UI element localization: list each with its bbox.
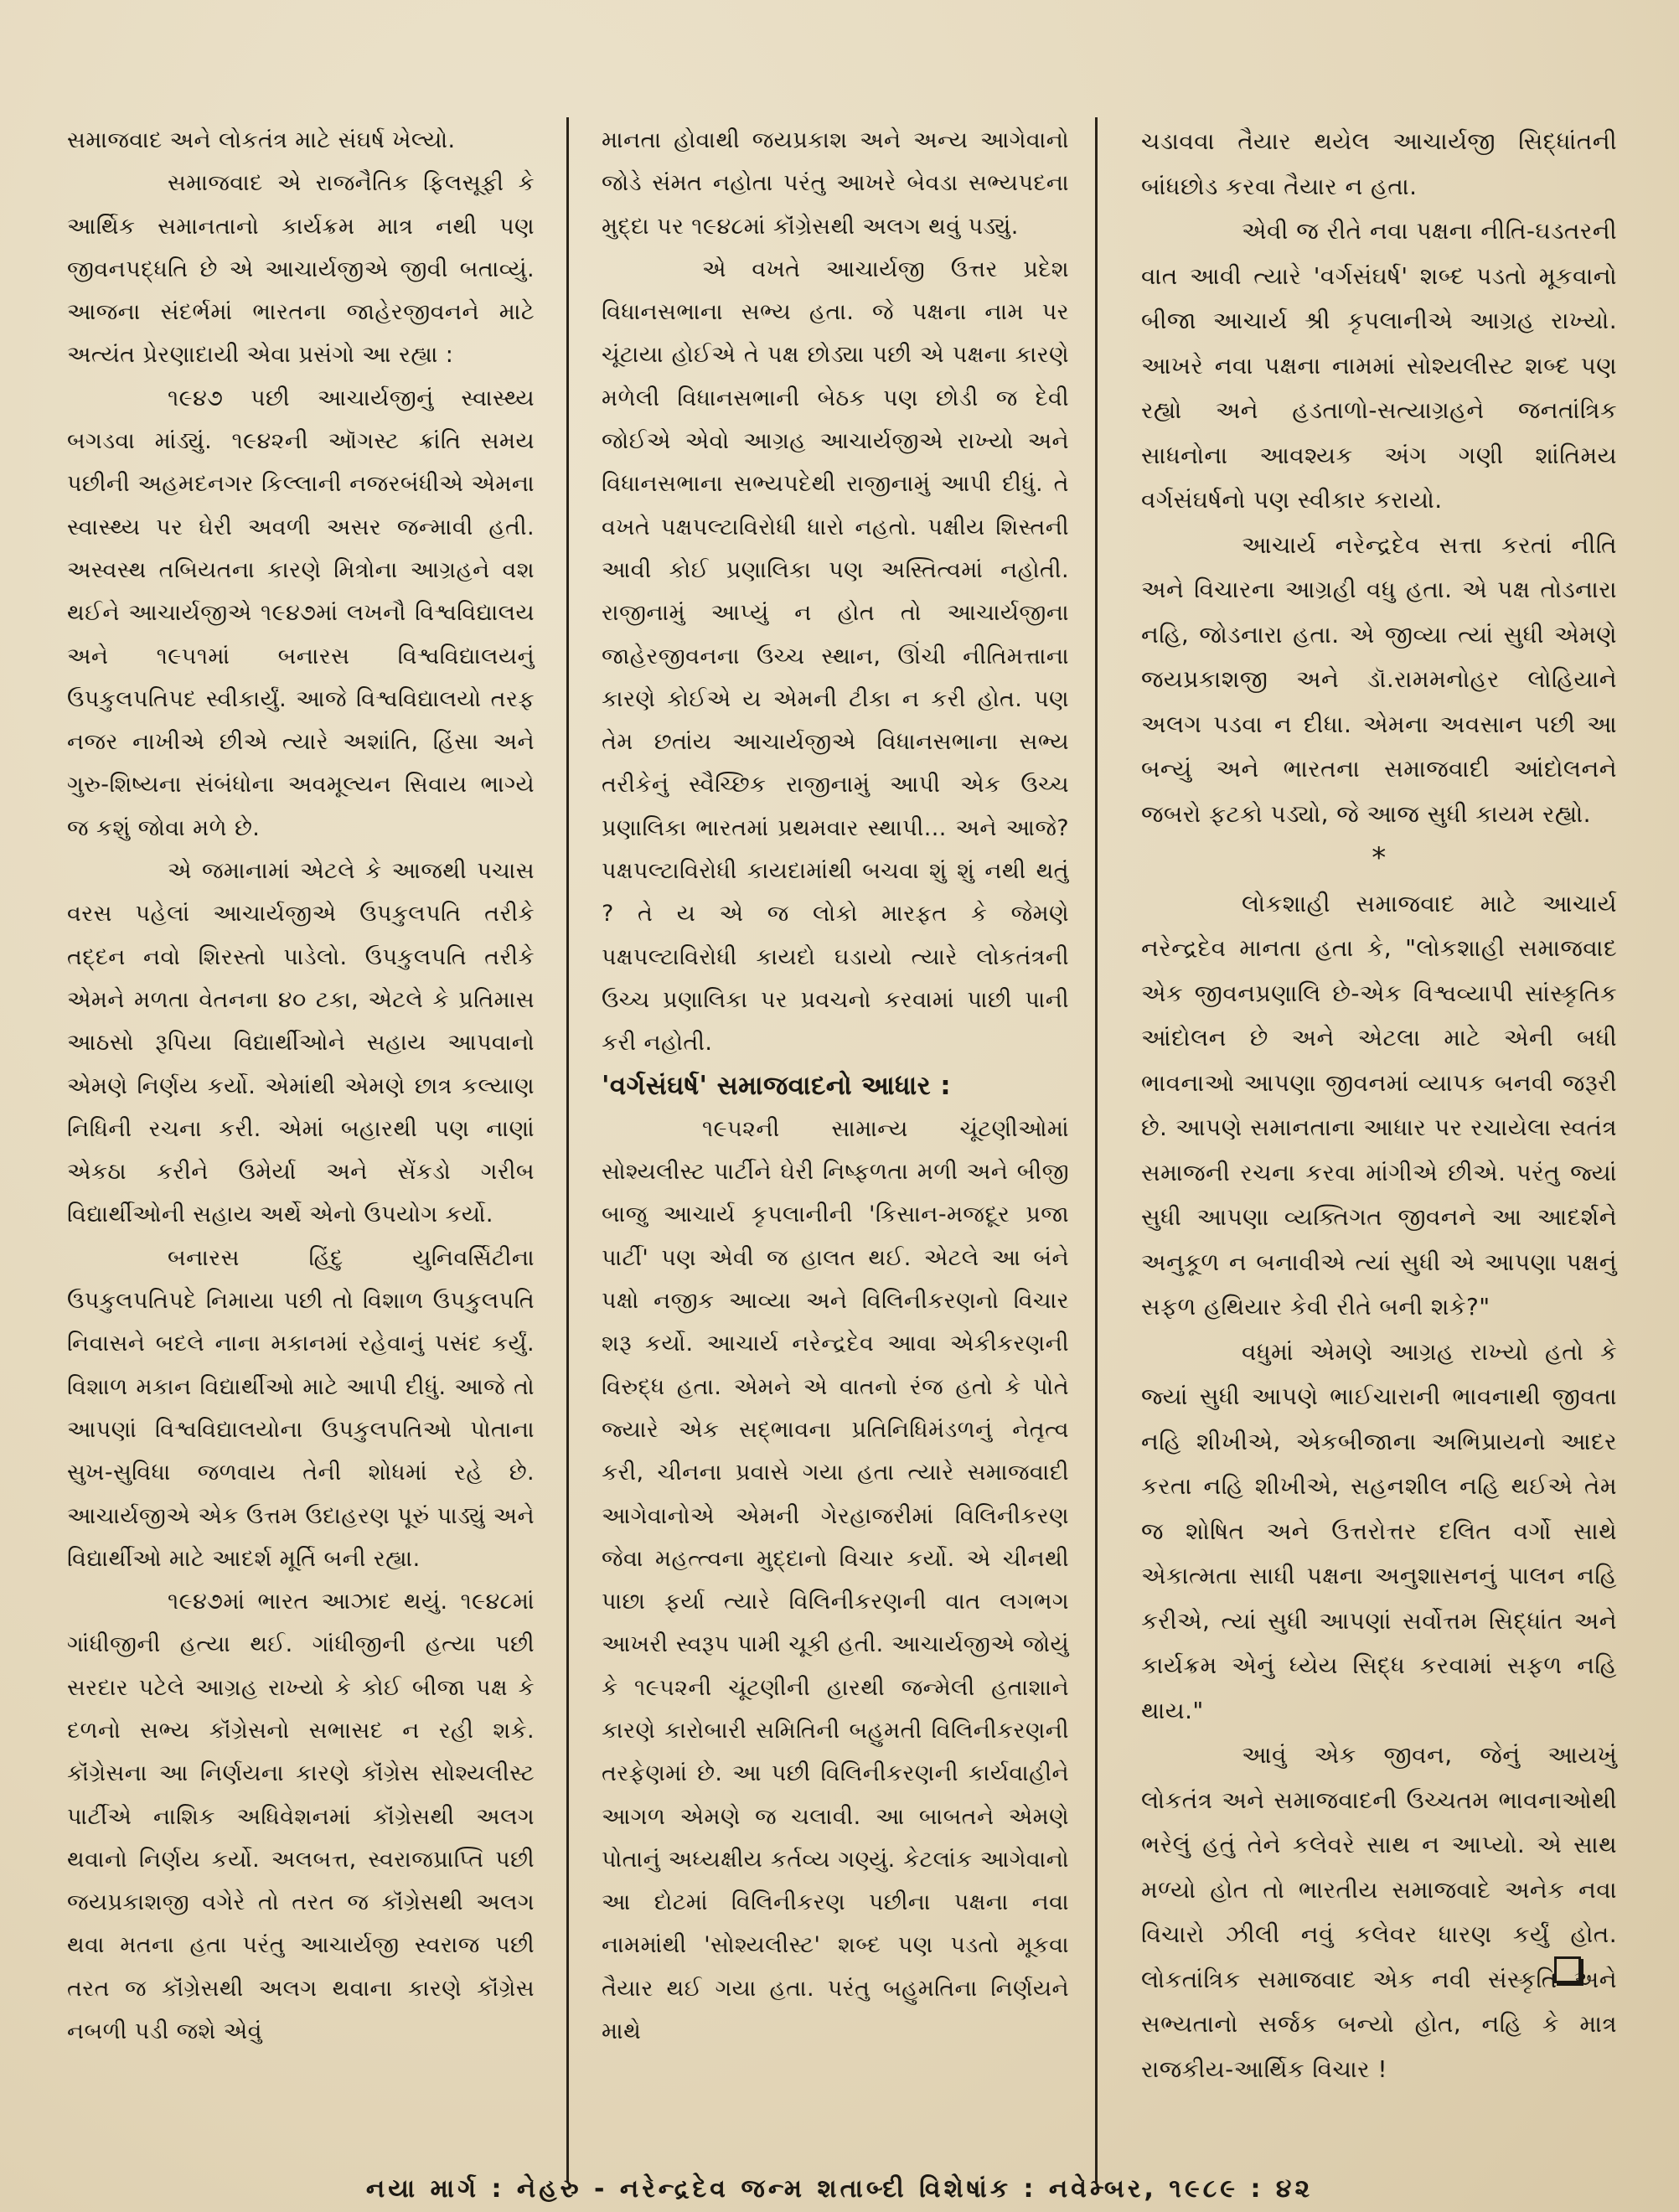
section-heading: 'વર્ગસંઘર્ષ' સમાજવાદનો આધાર : — [602, 1070, 952, 1101]
column-divider — [566, 117, 569, 2183]
paragraph: લોકશાહી સમાજવાદ માટે આચાર્ય નરેન્દ્રદેવ માનતા હતા કે, "લોકશાહી સમાજવાદ એક જીવનપ્રણાલિ છે-એક વિશ્વવ્યાપી સાંસ્કૃતિક આંદોલન છે અને એટલા માટે એની બધી ભાવનાઓ આપણા જીવનમાં વ્યાપક બનવી જરૂરી છે. આપણે સમાનતાના આધાર પર રચાયેલા સ્વતંત્ર સમાજની રચના કરવા માંગીએ છીએ. પરંતુ જ્યાં સુધી આપણા વ્યક્તિગત જીવનને આ આદર્શને અનુકૂળ ન બનાવીએ ત્યાં સુધી એ આપણા પક્ષનું સફળ હથિયાર કેવી રીતે બની શકે?" — [1141, 889, 1617, 1320]
column-left — [67, 119, 535, 2053]
column-middle — [602, 119, 1069, 2053]
paragraph: આચાર્ય નરેન્દ્રદેવ સત્તા કરતાં નીતિ અને વિચારના આગ્રહી વધુ હતા. એ પક્ષ તોડનારા નહિ, જોડનારા હતા. એ જીવ્યા ત્યાં સુધી એમણે જયપ્રકાશજી અને ડૉ.રામમનોહર લોહિયાને અલગ પડવા ન દીધા. એમના અવસાન પછી આ બન્યું અને ભારતના સમાજવાદી આંદોલનને જબરો ફટકો પડ્યો, જે આજ સુધી કાયમ રહ્યો. — [1141, 530, 1617, 828]
paragraph: સમાજવાદ એ રાજનૈતિક ફિલસૂફી કે આર્થિક સમાનતાનો કાર્યક્રમ માત્ર નથી પણ જીવનપદ્ધતિ છે એ આચાર્યજીએ જીવી બતાવ્યું. આજના સંદર્ભમાં ભારતના જાહેરજીવનને માટે અત્યંત પ્રેરણાદાયી એવા પ્રસંગો આ રહ્યા : — [67, 170, 535, 369]
section-separator-star: * — [1372, 841, 1387, 875]
column-right — [1141, 119, 1617, 2091]
paragraph: વધુમાં એમણે આગ્રહ રાખ્યો હતો કે જ્યાં સુધી આપણે ભાઈચારાની ભાવનાથી જીવતા નહિ શીખીએ, એકબીજાના અભિપ્રાયનો આદર કરતા નહિ શીખીએ, સહનશીલ નહિ થઈએ તેમ જ શોષિત અને ઉત્તરોત્તર દલિત વર્ગો સાથે એકાત્મતા સાધી પક્ષના અનુશાસનનું પાલન નહિ કરીએ, ત્યાં સુધી આપણાં સર્વોત્તમ સિદ્ધાંત અને કાર્યક્રમ એનું ધ્યેય સિદ્ધ કરવામાં સફળ નહિ થાય." — [1141, 1337, 1617, 1724]
paragraph: એ વખતે આચાર્યજી ઉત્તર પ્રદેશ વિધાનસભાના સભ્ય હતા. જે પક્ષના નામ પર ચૂંટાયા હોઈએ તે પક્ષ છોડ્યા પછી એ પક્ષના કારણે મળેલી વિધાનસભાની બેઠક પણ છોડી જ દેવી જોઈએ એવો આગ્રહ આચાર્યજીએ રાખ્યો અને વિધાનસભાના સભ્યપદેથી રાજીનામું આપી દીધું. તે વખતે પક્ષપલ્ટાવિરોધી ધારો નહતો. પક્ષીય શિસ્તની આવી કોઈ પ્રણાલિકા પણ અસ્તિત્વમાં નહોતી. રાજીનામું આપ્યું ન હોત તો આચાર્યજીના જાહેરજીવનના ઉચ્ચ સ્થાન, ઊંચી નીતિમત્તાના કારણે કોઈએ ય એમની ટીકા ન કરી હોત. પણ તેમ છતાંય આચાર્યજીએ વિધાનસભાના સભ્ય તરીકેનું સ્વૈચ્છિક રાજીનામું આપી એક ઉચ્ચ પ્રણાલિકા ભારતમાં પ્રથમવાર સ્થાપી... અને આજે? પક્ષપલ્ટાવિરોધી કાયદામાંથી બચવા શું શું નથી થતું ? તે ય એ જ લોકો મારફત કે જેમણે પક્ષપલ્ટાવિરોધી કાયદો ઘડાયો ત્યારે લોકતંત્રની ઉચ્ચ પ્રણાલિકા પર પ્રવચનો કરવામાં પાછી પાની કરી નહોતી. — [602, 256, 1069, 1057]
paragraph: આવું એક જીવન, જેનું આયખું લોકતંત્ર અને સમાજવાદની ઉચ્ચતમ ભાવનાઓથી ભરેલું હતું તેને કલેવરે સાથ ન આપ્યો. એ સાથ મળ્યો હોત તો ભારતીય સમાજવાદે અનેક નવા વિચારો ઝીલી નવું કલેવર ધારણ કર્યું હોત. લોકતાંત્રિક સમાજવાદ એક નવી સંસ્કૃતિ અને સભ્યતાનો સર્જક બન્યો હોત, નહિ કે માત્ર રાજકીય-આર્થિક વિચાર ! — [1141, 1741, 1617, 2083]
paragraph: એ જમાનામાં એટલે કે આજથી પચાસ વરસ પહેલાં આચાર્યજીએ ઉપકુલપતિ તરીકે તદ્દન નવો શિરસ્તો પાડેલો. ઉપકુલપતિ તરીકે એમને મળતા વેતનના ૪૦ ટકા, એટલે કે પ્રતિમાસ આઠસો રૂપિયા વિદ્યાર્થીઓને સહાય આપવાનો એમણે નિર્ણય કર્યો. એમાંથી એમણે છાત્ર કલ્યાણ નિધિની રચના કરી. એમાં બહારથી પણ નાણાં એકઠા કરીને ઉમેર્યા અને સેંકડો ગરીબ વિદ્યાર્થીઓની સહાય અર્થે એનો ઉપયોગ કર્યો. — [67, 858, 535, 1228]
column-divider — [1095, 117, 1098, 2183]
paragraph: સમાજવાદ અને લોકતંત્ર માટે સંઘર્ષ ખેલ્યો. — [67, 127, 456, 153]
paragraph: ૧૯૫૨ની સામાન્ય ચૂંટણીઓમાં સોશ્યલીસ્ટ પાર્ટીને ઘેરી નિષ્ફળતા મળી અને બીજી બાજુ આચાર્ય કૃપલાનીની 'કિસાન-મજદૂર પ્રજા પાર્ટી' પણ એવી જ હાલત થઈ. એટલે આ બંને પક્ષો નજીક આવ્યા અને વિલિનીકરણનો વિચાર શરૂ કર્યો. આચાર્ય નરેન્દ્રદેવ આવા એકીકરણની વિરુદ્ધ હતા. એમને એ વાતનો રંજ હતો કે પોતે જ્યારે એક સદ્ભાવના પ્રતિનિધિમંડળનું નેતૃત્વ કરી, ચીનના પ્રવાસે ગયા હતા ત્યારે સમાજવાદી આગેવાનોએ એમની ગેરહાજરીમાં વિલિનીકરણ જેવા મહત્ત્વના મુદ્દાનો વિચાર કર્યો. એ ચીનથી પાછા ફર્યા ત્યારે વિલિનીકરણની વાત લગભગ આખરી સ્વરૂપ પામી ચૂકી હતી. આચાર્યજીએ જોયું કે ૧૯૫૨ની ચૂંટણીની હારથી જન્મેલી હતાશાને કારણે કારોબારી સમિતિની બહુમતી વિલિનીકરણની તરફેણમાં છે. આ પછી વિલિનીકરણની કાર્યવાહીને આગળ એમણે જ ચલાવી. આ બાબતને એમણે પોતાનું અધ્યક્ષીય કર્તવ્ય ગણ્યું. કેટલાંક આગેવાનો આ દોટમાં વિલિનીકરણ પછીના પક્ષના નવા નામમાંથી 'સોશ્યલીસ્ટ' શબ્દ પણ પડતો મૂકવા તૈયાર થઈ ગયા હતા. પરંતુ બહુમતિના નિર્ણયને માથે — [602, 1115, 1069, 2045]
paragraph: એવી જ રીતે નવા પક્ષના નીતિ-ઘડતરની વાત આવી ત્યારે 'વર્ગસંઘર્ષ' શબ્દ પડતો મૂકવાનો બીજા આચાર્ય શ્રી કૃપલાનીએ આગ્રહ રાખ્યો. આખરે નવા પક્ષના નામમાં સોશ્યલીસ્ટ શબ્દ પણ રહ્યો અને હડતાળો-સત્યાગ્રહને જનતાંત્રિક સાધનોના આવશ્યક અંગ ગણી શાંતિમય વર્ગસંઘર્ષનો પણ સ્વીકાર કરાયો. — [1141, 217, 1617, 514]
paragraph: ૧૯૪૭માં ભારત આઝાદ થયું. ૧૯૪૮માં ગાંધીજીની હત્યા થઈ. ગાંધીજીની હત્યા પછી સરદાર પટેલે આગ્રહ રાખ્યો કે કોઈ બીજા પક્ષ કે દળનો સભ્ય કૉંગ્રેસનો સભાસદ ન રહી શકે. કૉંગ્રેસના આ નિર્ણયના કારણે કૉંગ્રેસ સોશ્યલીસ્ટ પાર્ટીએ નાશિક અધિવેશનમાં કૉંગ્રેસથી અલગ થવાનો નિર્ણય કર્યો. અલબત્ત, સ્વરાજપ્રાપ્તિ પછી જયપ્રકાશજી વગેરે તો તરત જ કૉંગ્રેસથી અલગ થવા મતના હતા પરંતુ આચાર્યજી સ્વરાજ પછી તરત જ કૉંગ્રેસથી અલગ થવાના કારણે કૉંગ્રેસ નબળી પડી જશે એવું — [67, 1589, 535, 2045]
paragraph: માનતા હોવાથી જયપ્રકાશ અને અન્ય આગેવાનો જોડે સંમત નહોતા પરંતુ આખરે બેવડા સભ્યપદના મુદ્દા પર ૧૯૪૮માં કૉંગ્રેસથી અલગ થવું પડ્યું. — [602, 127, 1069, 240]
paragraph: ચડાવવા તૈયાર થયેલ આચાર્યજી સિદ્ધાંતની બાંધછોડ કરવા તૈયાર ન હતા. — [1141, 127, 1617, 200]
page-footer: નયા માર્ગ : નેહરુ - નરેન્દ્રદેવ જન્મ શતાબ્દી વિશેષાંક : નવેમ્બર, ૧૯૮૯ : ૪૨ — [365, 2174, 1314, 2204]
paragraph: બનારસ હિંદુ યુનિવર્સિટીના ઉપકુલપતિપદે નિમાયા પછી તો વિશાળ ઉપકુલપતિ નિવાસને બદલે નાના મકાનમાં રહેવાનું પસંદ કર્યું. વિશાળ મકાન વિદ્યાર્થીઓ માટે આપી દીધું. આજે તો આપણાં વિશ્વવિદ્યાલયોના ઉપકુલપતિઓ પોતાના સુખ-સુવિધા જળવાય તેની શોધમાં રહે છે. આચાર્યજીએ એક ઉત્તમ ઉદાહરણ પૂરું પાડ્યું અને વિદ્યાર્થીઓ માટે આદર્શ મૂર્તિ બની રહ્યા. — [67, 1244, 535, 1572]
article-end-mark-icon — [1554, 1956, 1581, 1983]
paragraph: ૧૯૪૭ પછી આચાર્યજીનું સ્વાસ્થ્ય બગડવા માંડ્યું. ૧૯૪૨ની ઑગસ્ટ ક્રાંતિ સમય પછીની અહમદનગર કિલ્લાની નજરબંધીએ એમના સ્વાસ્થ્ય પર ઘેરી અવળી અસર જન્માવી હતી. અસ્વસ્થ તબિયતના કારણે મિત્રોના આગ્રહને વશ થઈને આચાર્યજીએ ૧૯૪૭માં લખનૌ વિશ્વવિદ્યાલય અને ૧૯૫૧માં બનારસ વિશ્વવિદ્યાલયનું ઉપકુલપતિપદ સ્વીકાર્યું. આજે વિશ્વવિદ્યાલયો તરફ નજર નાખીએ છીએ ત્યારે અશાંતિ, હિંસા અને ગુરુ-શિષ્યના સંબંધોના અવમૂલ્યન સિવાય ભાગ્યે જ કશું જોવા મળે છે. — [67, 385, 535, 841]
